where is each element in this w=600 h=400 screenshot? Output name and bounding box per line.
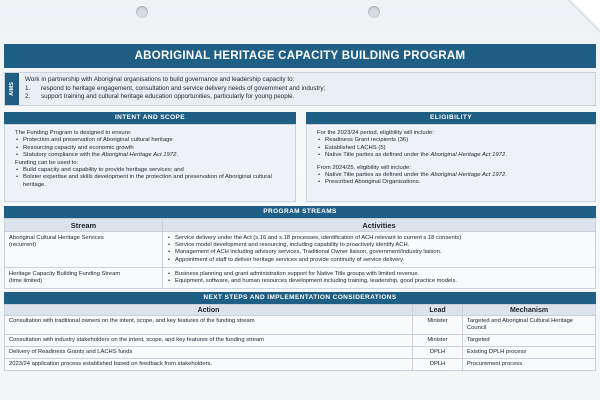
punch-hole-icon xyxy=(368,6,380,18)
mechanism-cell: Targeted and Aboriginal Cultural Heritage Council xyxy=(463,316,596,335)
table-row xyxy=(5,316,596,335)
lead-cell: Minister xyxy=(413,335,463,347)
stream-cell: Heritage Capacity Building Funding Stream (time limited) xyxy=(5,267,163,288)
column-header: Lead xyxy=(413,305,463,316)
table-header-row xyxy=(5,219,596,232)
list-item: • Statutory compliance with the Aboriginal Heritage Act 1972. xyxy=(15,152,295,159)
stream-cell: Aboriginal Cultural Heritage Services (recurrent) xyxy=(5,232,163,268)
lead-cell: DPLH xyxy=(413,359,463,371)
column-header: Action xyxy=(5,305,413,316)
eligibility-2024: From 2024/25, eligibility will include: xyxy=(317,164,411,171)
eligibility-2024-list xyxy=(317,172,507,187)
aims-item: 1. respond to heritage engagement, consultation and service delivery needs of government and industry; xyxy=(25,84,326,92)
list-item: • Bolster expertise and skills development in the protection and preservation of Aboriginal cultural heritage. xyxy=(15,174,295,189)
column-header: Mechanism xyxy=(463,305,596,316)
activities-cell xyxy=(163,232,596,268)
list-item: • Management of ACH including advisory services, Traditional Owner liaison, government/industry liaison. xyxy=(167,249,591,256)
list-item: • Resourcing capacity and economic growth xyxy=(15,145,295,152)
table-header-row xyxy=(5,305,596,316)
list-item: • Service model development and resourcing, including capability to proactively identify ACH. xyxy=(167,242,591,249)
punch-hole-icon xyxy=(136,6,148,18)
table-row xyxy=(5,267,596,288)
intent-panel xyxy=(4,124,296,202)
list-item: • Native Title parties as defined under the Aboriginal Heritage Act 1972. xyxy=(317,152,507,159)
next-steps-heading: NEXT STEPS AND IMPLEMENTATION CONSIDERATIONS xyxy=(4,292,596,304)
table-row xyxy=(5,232,596,268)
page-corner-fold xyxy=(566,0,600,38)
list-item: • Business planning and grant administration support for Native Title groups with limited revenue. xyxy=(167,271,591,278)
table-row xyxy=(5,359,596,371)
list-item: • Prescribed Aboriginal Organisations. xyxy=(317,179,507,186)
action-cell: 2023/24 application process established based on feedback from stakeholders. xyxy=(5,359,413,371)
column-header: Stream xyxy=(5,219,163,232)
aims-tag: AIMS xyxy=(5,73,19,105)
intent-used-list xyxy=(15,167,295,189)
lead-cell: DPLH xyxy=(413,347,463,359)
aims-box xyxy=(4,72,596,106)
activities-cell xyxy=(163,267,596,288)
aims-text xyxy=(25,76,325,102)
mechanism-cell: Targeted xyxy=(463,335,596,347)
eligibility-2023-list xyxy=(317,137,507,159)
intent-heading: INTENT AND SCOPE xyxy=(4,112,296,124)
table-row xyxy=(5,347,596,359)
action-cell: Consultation with industry stakeholders on the intent, scope, and key features of the funding stream xyxy=(5,335,413,347)
list-item: • Readiness Grant recipients (36) xyxy=(317,137,507,144)
next-steps-table xyxy=(4,304,596,371)
mechanism-cell: Procurement process xyxy=(463,359,596,371)
intent-used: Funding can be used to: xyxy=(15,159,79,166)
lead-cell: Minister xyxy=(413,316,463,335)
eligibility-2023: For the 2023/24 period, eligibility will include: xyxy=(317,130,434,136)
action-cell: Consultation with traditional owners on the intent, scope, and key features of the funding stream xyxy=(5,316,413,335)
table-row xyxy=(5,335,596,347)
aims-item: 2. support training and cultural heritage education opportunities, particularly for young people. xyxy=(25,93,295,100)
intent-designed: The Funding Program is designed to ensure: xyxy=(15,130,132,136)
eligibility-heading: ELIGIBILITY xyxy=(306,112,596,124)
column-header: Activities xyxy=(163,219,596,232)
streams-table xyxy=(4,218,596,289)
streams-heading: PROGRAM STREAMS xyxy=(4,206,596,218)
list-item: • Native Title parties as defined under the Aboriginal Heritage Act 1972. xyxy=(317,172,507,179)
list-item: • Established LACHS (5) xyxy=(317,145,507,152)
list-item: • Equipment, software, and human resources development including training, leadership, good practice models. xyxy=(167,278,591,285)
list-item: • Service delivery under the Act (s.16 and s.18 processes, identification of ACH relevant to current s.18 consents) xyxy=(167,235,591,242)
list-item: • Build capacity and capability to provide heritage services; and xyxy=(15,167,295,174)
intent-designed-list xyxy=(15,137,295,159)
mechanism-cell: Existing DPLH process xyxy=(463,347,596,359)
eligibility-panel xyxy=(306,124,596,202)
list-item: • Protection and preservation of Aboriginal cultural heritage xyxy=(15,137,295,144)
list-item: • Appointment of staff to deliver heritage services and provide continuity of service delivery. xyxy=(167,257,591,264)
aims-intro: Work in partnership with Aboriginal organisations to build governance and leadership capacity to: xyxy=(25,76,295,83)
action-cell: Delivery of Readiness Grants and LACHS funds xyxy=(5,347,413,359)
page-title: ABORIGINAL HERITAGE CAPACITY BUILDING PROGRAM xyxy=(4,44,596,68)
